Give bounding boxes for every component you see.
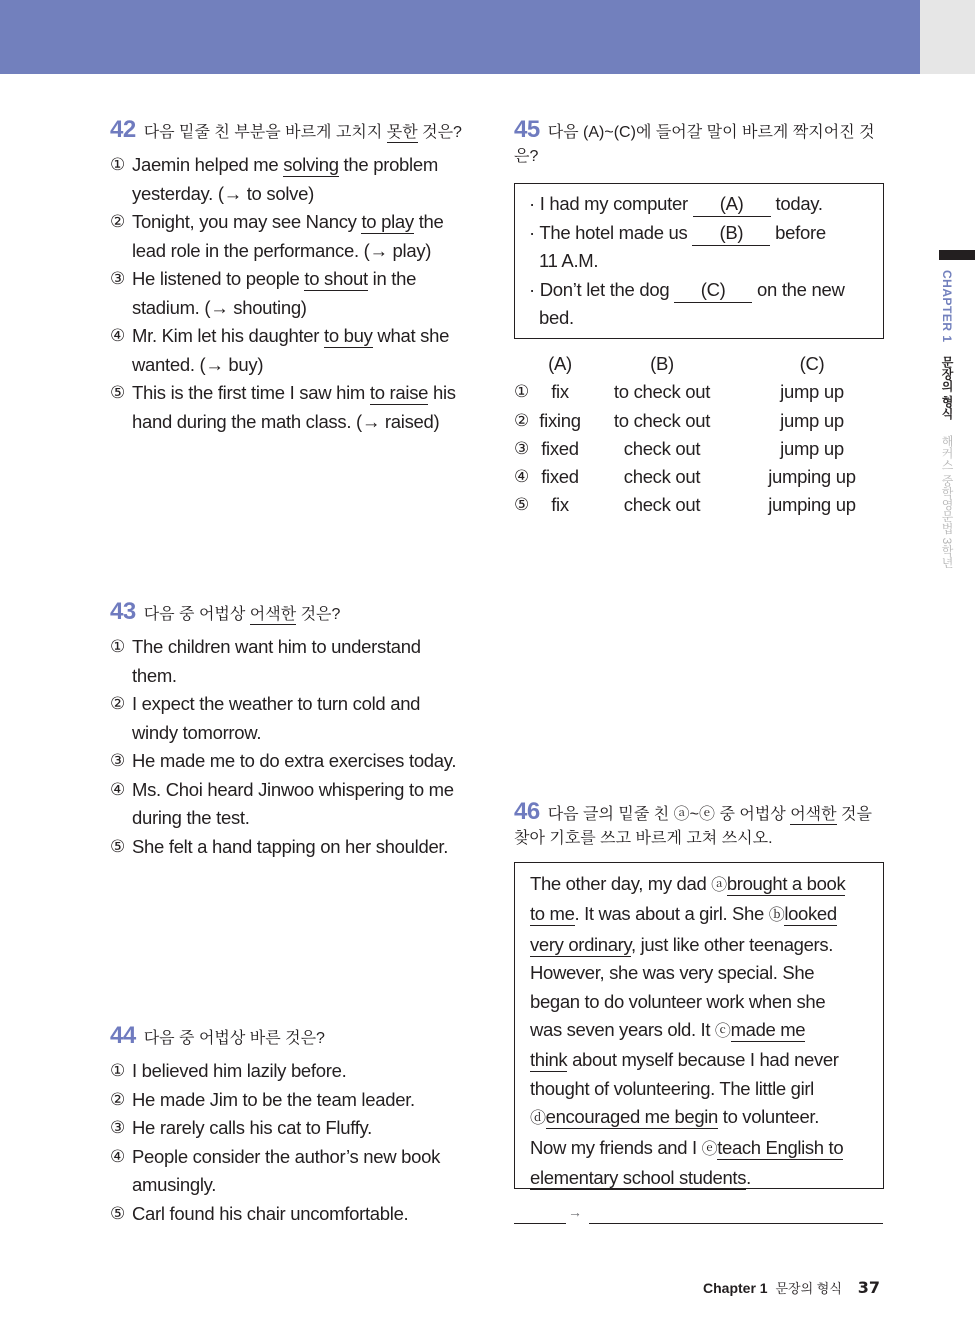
question-45	[514, 118, 889, 169]
q44-options-2-n: ③	[110, 1118, 125, 1137]
q45-rows-2-c: jump up	[780, 437, 844, 459]
q42-options-4-u: to raise	[369, 382, 429, 403]
q42-options-0-pre: Jaemin helped me	[132, 154, 284, 175]
option-1[interactable]	[110, 633, 490, 690]
q45-rows-3-b: check out	[623, 466, 701, 488]
option-5[interactable]	[514, 491, 884, 519]
text-span	[514, 350, 538, 378]
q46-prompt-pre: 다음 글의 밑줄 친 ⓐ~ⓔ 중 어법상	[547, 806, 791, 823]
q43-options-3-line2: during the test.	[132, 807, 250, 828]
q43-options-1-line1: I expect the weather to turn cold and	[132, 693, 421, 714]
text-span	[530, 1046, 873, 1074]
header-band	[0, 0, 920, 74]
option-3[interactable]	[110, 265, 485, 322]
table-header	[514, 350, 884, 378]
text-span	[132, 208, 485, 265]
sentence-b	[529, 219, 871, 248]
q44-options-3-line1: People consider the author’s new book	[132, 1145, 441, 1167]
q45-box-s2-pre: · The hotel made us	[529, 221, 693, 243]
q42-options-4-line2: hand during the math class. (→ raised)	[132, 410, 440, 432]
question-number: 42	[110, 116, 136, 143]
blank-c: (C)	[674, 278, 752, 303]
question-number: 46	[514, 798, 540, 825]
q46-passage-l10-pre: Now my friends and I	[530, 1136, 702, 1158]
footer-title: 문장의 형식	[775, 1281, 842, 1296]
question-44	[110, 1024, 490, 1228]
q46-passage-b-u2: very ordinary	[530, 933, 632, 955]
q46-prompt-u: 어색한	[790, 806, 837, 823]
option-3[interactable]	[514, 435, 884, 463]
q43-options-4-n: ⑤	[110, 836, 125, 856]
text-span	[530, 931, 873, 959]
option-2[interactable]	[514, 407, 884, 435]
q46-passage-d-mark: ⓓ	[530, 1110, 546, 1128]
q45-rows-2-b: check out	[623, 437, 701, 459]
question-42-prompt	[110, 118, 485, 145]
text-span	[132, 690, 490, 747]
option-2[interactable]	[110, 1086, 490, 1115]
q46-passage-l6-pre: was seven years old. It	[530, 1019, 715, 1041]
q44-options-2-line1: He rarely calls his cat to Fluffy.	[132, 1117, 372, 1138]
text-span	[132, 379, 485, 436]
q45-rows-4-b: check out	[623, 494, 701, 516]
question-44-prompt	[110, 1024, 490, 1051]
q46-passage-l9-post: to volunteer.	[717, 1106, 820, 1128]
q44-options-1-n: ②	[110, 1089, 125, 1109]
option-5[interactable]	[110, 833, 490, 862]
q45-prompt-line2: 은?	[514, 148, 539, 165]
q45-rows-0-a: fix	[551, 381, 569, 403]
q46-passage-d-u: encouraged me begin	[545, 1106, 718, 1128]
option-3[interactable]	[110, 1114, 490, 1143]
q43-prompt-post: 것은?	[296, 606, 341, 623]
page-number: 37	[857, 1278, 881, 1297]
q42-prompt-post: 것은?	[417, 124, 462, 141]
option-2[interactable]	[110, 690, 490, 747]
q42-options-0-n: ①	[110, 155, 125, 174]
q45-rows-0-n: ①	[514, 382, 529, 402]
q43-options-3-line1: Ms. Choi heard Jinwoo whispering to me	[132, 778, 454, 800]
q46-passage-l7-post: about myself because I had never	[567, 1049, 839, 1071]
text-span	[530, 1134, 873, 1164]
q42-options-3-line2: wanted. (→ buy)	[132, 353, 264, 375]
text-span	[530, 1103, 873, 1133]
q43-options-3-n: ④	[110, 779, 125, 799]
text-span	[530, 1016, 873, 1046]
q44-options-3-n: ④	[110, 1146, 125, 1166]
question-45-sentence-box	[514, 183, 884, 339]
option-1[interactable]	[514, 378, 884, 406]
q46-passage-b-u1: looked	[784, 903, 837, 925]
q45-box-s2-line2: 11 A.M.	[539, 250, 599, 271]
question-46	[514, 800, 889, 851]
text-span	[132, 322, 485, 379]
q42-options-0-post: the problem	[338, 154, 438, 175]
question-46-prompt	[514, 800, 889, 851]
q43-options-2-n: ③	[110, 751, 125, 770]
q42-options-1-n: ②	[110, 212, 125, 231]
q42-options-3-u: to buy	[323, 325, 373, 346]
q42-options-4-pre: This is the first time I saw him	[132, 382, 370, 403]
q45-box-s3-line2: bed.	[539, 307, 574, 328]
option-2[interactable]	[110, 208, 485, 265]
q43-prompt-pre: 다음 중 어법상	[143, 606, 250, 623]
side-tab-marker	[939, 250, 975, 260]
q42-options-2-pre: He listened to people	[132, 268, 305, 289]
text-span	[132, 265, 485, 322]
q46-passage-b-mark: ⓑ	[768, 907, 785, 925]
q46-prompt-post: 것을	[836, 806, 872, 823]
q45-rows-1-c: jump up	[780, 409, 844, 431]
q45-rows-4-c: jumping up	[768, 494, 856, 516]
q45-rows-2-a: fixed	[541, 437, 579, 459]
side-tab-chapter: CHAPTER 1	[940, 270, 954, 343]
q45-rows-3-a: fixed	[541, 466, 579, 488]
q45-box-s1-pre: · I had my computer	[529, 193, 693, 214]
q45-box-s1-post: today.	[770, 193, 823, 214]
q45-headers-1: (B)	[650, 353, 674, 374]
text-span	[110, 633, 490, 861]
option-1[interactable]	[110, 1057, 490, 1086]
q42-options-2-line2: stadium. (→ shouting)	[132, 296, 307, 318]
q46-passage-l5: began to do volunteer work when she	[530, 990, 826, 1012]
q46-passage-l2-mid: . It was about a girl. She	[574, 903, 769, 925]
question-43	[110, 600, 490, 861]
answer-correction-field[interactable]	[589, 1223, 883, 1224]
question-number: 43	[110, 598, 136, 625]
q44-options-0-line1: I believed him lazily before.	[132, 1060, 347, 1081]
question-46-passage-box	[514, 862, 884, 1189]
option-4[interactable]	[110, 776, 490, 833]
q45-rows-1-a: fixing	[539, 409, 581, 431]
q45-headers-0: (A)	[548, 353, 572, 374]
text-span	[530, 900, 873, 930]
q42-options-1-line2: lead role in the performance. (→ play)	[132, 239, 432, 261]
q43-options-0-line2: them.	[132, 664, 177, 686]
option-1[interactable]	[110, 151, 485, 208]
q46-passage-l11-post: .	[746, 1167, 751, 1189]
text-span	[110, 151, 485, 436]
q45-rows-4-a: fix	[551, 494, 569, 516]
side-tab-book: 해커스 중학영문법 3학년	[940, 434, 954, 568]
q45-rows-2-n: ③	[514, 438, 529, 458]
q42-options-0-line2: yesterday. (→ to solve)	[132, 182, 314, 204]
sentence-c	[529, 276, 871, 305]
q42-options-4-n: ⑤	[110, 383, 125, 402]
q44-options-0-n: ①	[110, 1061, 125, 1080]
blank-a: (A)	[693, 192, 771, 217]
q42-options-2-u: to shout	[304, 268, 368, 289]
q44-options-4-n: ⑤	[110, 1203, 125, 1223]
q42-prompt-pre: 다음 밑줄 친 부분을 바르게 고치지	[143, 124, 387, 141]
option-5[interactable]	[110, 379, 485, 436]
q46-passage-a-u2: to me	[530, 903, 575, 925]
q45-rows-1-b: to check out	[613, 409, 711, 431]
side-tab-title: 문장의 형식	[940, 355, 954, 420]
q42-options-1-pre: Tonight, you may see Nancy	[132, 211, 362, 232]
q43-options-4-line1: She felt a hand tapping on her shoulder.	[132, 835, 449, 857]
footer-chapter: Chapter 1	[703, 1280, 768, 1296]
text-span	[132, 151, 485, 208]
q42-options-1-u: to play	[361, 211, 414, 232]
q42-prompt-u: 못한	[386, 124, 418, 141]
question-42	[110, 118, 485, 436]
q46-passage-l8: thought of volunteering. The little girl	[530, 1077, 814, 1099]
text-span	[530, 1164, 873, 1192]
page-footer	[703, 1278, 880, 1299]
q42-options-2-n: ③	[110, 269, 125, 288]
q43-options-1-n: ②	[110, 694, 125, 713]
option-4[interactable]	[110, 322, 485, 379]
q42-options-1-post: the	[413, 211, 444, 232]
q45-headers-2: (C)	[799, 353, 825, 374]
question-number: 44	[110, 1022, 136, 1049]
text-span	[132, 633, 490, 690]
option-4[interactable]	[514, 463, 884, 491]
q46-passage-e-u2: elementary school students	[530, 1167, 747, 1189]
q44-prompt: 다음 중 어법상 바른 것은?	[143, 1030, 325, 1047]
q46-passage-c-u1: made me	[730, 1019, 806, 1041]
option-5[interactable]	[110, 1200, 490, 1229]
option-3[interactable]	[110, 747, 490, 776]
q45-box-s2-post: before	[770, 221, 826, 243]
q45-rows-0-b: to check out	[613, 381, 711, 403]
text-span	[110, 1057, 490, 1228]
question-45-prompt	[514, 118, 889, 169]
q46-passage-e-mark: ⓔ	[701, 1140, 718, 1158]
q42-options-3-post: what she	[372, 325, 450, 346]
q42-options-4-post: his	[428, 382, 456, 403]
option-4[interactable]	[110, 1143, 490, 1200]
q46-prompt-line2: 찾아 기호를 쓰고 바르게 고쳐 쓰시오.	[514, 830, 773, 847]
text-span	[132, 1143, 490, 1200]
header-side-strip	[920, 0, 975, 74]
q46-passage-e-u1: teach English to	[717, 1136, 844, 1158]
q44-options-3-line2: amusingly.	[132, 1174, 217, 1195]
q45-rows-4-n: ⑤	[514, 495, 529, 515]
blank-b: (B)	[692, 221, 770, 246]
q44-options-4-line1: Carl found his chair uncomfortable.	[132, 1202, 409, 1224]
question-43-prompt	[110, 600, 490, 627]
q42-options-2-post: in the	[367, 268, 417, 289]
q46-passage-l1-pre: The other day, my dad	[530, 873, 712, 894]
text-span	[132, 776, 490, 833]
q46-passage-a-u1: brought a book	[726, 873, 846, 894]
q45-rows-3-n: ④	[514, 467, 529, 487]
q46-passage-c-u2: think	[530, 1049, 568, 1071]
q43-options-1-line2: windy tomorrow.	[132, 721, 262, 743]
q45-box-s3-pre: · Don’t let the dog	[529, 278, 675, 300]
q42-options-3-n: ④	[110, 326, 125, 345]
q46-passage-a-mark: ⓐ	[711, 877, 727, 894]
q43-options-0-n: ①	[110, 637, 125, 656]
q43-prompt-u: 어색한	[249, 606, 297, 623]
arrow-icon: →	[568, 1204, 582, 1220]
q46-passage-l4: However, she was very special. She	[530, 962, 815, 984]
q46-passage-l3-post: , just like other teenagers.	[631, 933, 834, 955]
answer-symbol-field[interactable]	[514, 1223, 566, 1224]
q45-rows-3-c: jumping up	[768, 466, 856, 488]
q46-passage-c-mark: ⓒ	[714, 1023, 731, 1041]
question-number: 45	[514, 116, 540, 143]
side-chapter-tab	[937, 270, 957, 570]
q45-rows-0-c: jump up	[780, 381, 844, 403]
question-45-options-table	[514, 350, 884, 520]
text-span	[530, 870, 873, 900]
sentence-a	[529, 190, 871, 219]
q45-rows-1-n: ②	[514, 410, 529, 430]
q45-box-s3-post: on the new	[752, 278, 845, 300]
q42-options-3-pre: Mr. Kim let his daughter	[132, 325, 324, 346]
q43-options-2-line1: He made me to do extra exercises today.	[132, 750, 457, 771]
q42-options-0-u: solving	[283, 154, 339, 175]
q44-options-1-line1: He made Jim to be the team leader.	[132, 1088, 415, 1110]
q45-prompt-line1: 다음 (A)~(C)에 들어갈 말이 바르게 짝지어진 것	[547, 124, 875, 141]
q43-options-0-line1: The children want him to understand	[132, 636, 421, 657]
